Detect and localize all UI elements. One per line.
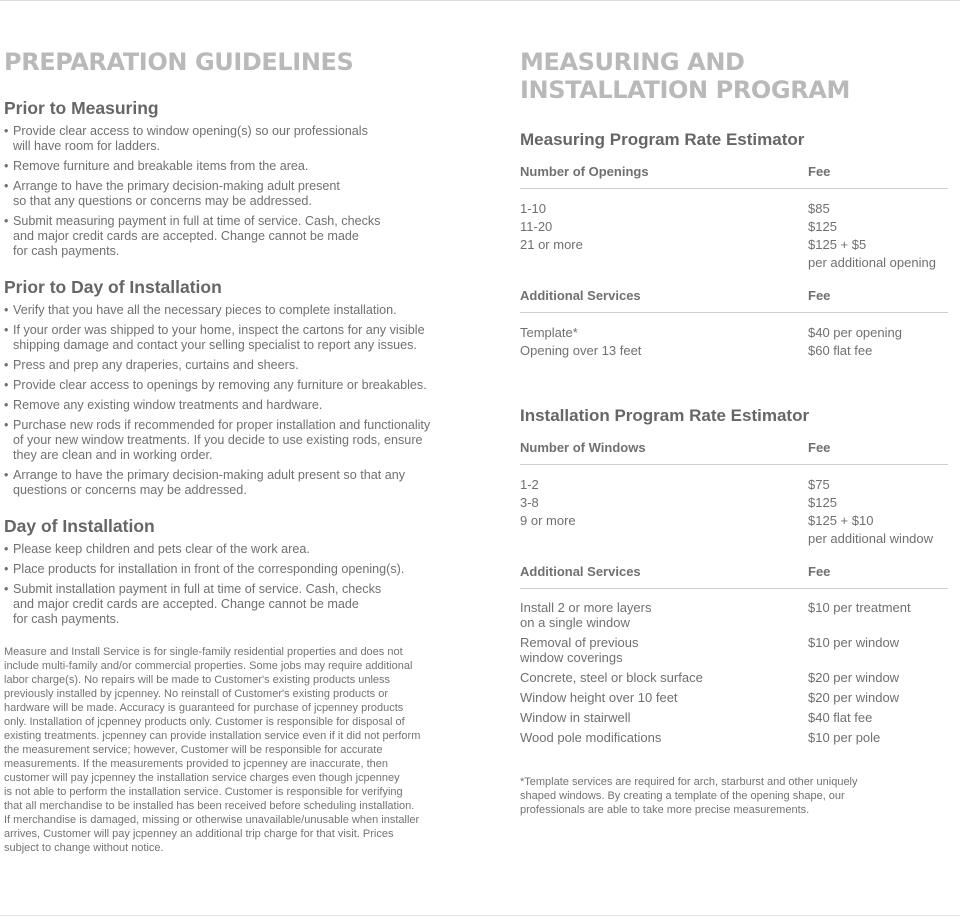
measuring-additional-services-table: [520, 288, 948, 360]
bullet-list: [4, 542, 484, 627]
row-fee: $75: [808, 477, 830, 492]
row-fee: $85: [808, 201, 830, 216]
row-label: Wood pole modifications: [520, 730, 662, 745]
row-label: 3-8: [520, 495, 539, 510]
row-label: Removal of previous window coverings: [520, 635, 639, 665]
list-item: • Provide clear access to openings by removing any furniture or breakables.: [4, 378, 484, 393]
preparation-guidelines-column: [4, 48, 484, 855]
row-label: 1-10: [520, 201, 547, 216]
row-label: Concrete, steel or block surface: [520, 670, 703, 685]
row-label: 1-2: [520, 477, 539, 492]
table-row: [520, 730, 948, 745]
table-row: [520, 218, 948, 236]
table-header: [520, 164, 948, 189]
row-label: 11-20: [520, 219, 553, 234]
list-item: • Verify that you have all the necessary pieces to complete installation.: [4, 303, 484, 318]
column-header-additional-services: Additional Services: [520, 288, 641, 303]
list-item: • Place products for installation in front of the corresponding opening(s).: [4, 562, 484, 577]
row-fee: $125 + $10 per additional window: [808, 513, 934, 546]
list-item: • Purchase new rods if recommended for proper installation and functionality of your new window treatments. If you decide to use existing rods, ensure they are clean and in working order.: [4, 418, 484, 463]
bottom-divider: [0, 915, 960, 916]
table-row: [520, 342, 948, 360]
column-header-openings: Number of Openings: [520, 164, 649, 179]
list-item: • Please keep children and pets clear of the work area.: [4, 542, 484, 557]
section-heading: Prior to Day of Installation: [4, 277, 222, 297]
table-row: [520, 710, 948, 725]
section-heading: Day of Installation: [4, 516, 155, 536]
preparation-guidelines-title: PREPARATION GUIDELINES: [4, 48, 354, 76]
table-row: [520, 494, 948, 512]
row-label: Window height over 10 feet: [520, 690, 678, 705]
table-row: [520, 690, 948, 705]
list-item: • Remove furniture and breakable items from the area.: [4, 159, 484, 174]
list-item: • Arrange to have the primary decision-making adult present so that any questions or concerns may be addressed.: [4, 179, 484, 209]
column-header-fee: Fee: [808, 288, 831, 303]
column-header-fee: Fee: [808, 440, 831, 455]
service-disclaimer: Measure and Install Service is for single-family residential properties and does not include multi-family and/or commercial properties. Some jobs may require additional labor charge(s). No repairs will be made to Customer's existing products unless previously installed by jcpenney. No reinstall of Customer's existing products or hardware will be made. Accuracy is guaranteed for purchase of jcpenney products only. Installation of jcpenney products only. Customer is responsible for disposal of existing treatments. jcpenney can provide installation service even if it did not perform the measurement service; however, Customer will be responsible for accurate measurements. If the measurements provided to jcpenney are inaccurate, then customer will pay jcpenney the installation service charges even though jcpenney is not able to perform the installation service. Customer is responsible for verifying that all merchandise to be installed has been received before scheduling installation. If merchandise is damaged, missing or otherwise unavailable/unusable when installer arrives, Customer will pay jcpenney an additional trip charge for that visit. Prices subject to change without notice.: [4, 646, 421, 854]
table-row: [520, 670, 948, 685]
row-fee: $10 per treatment: [808, 600, 911, 615]
table-row: [520, 324, 948, 342]
list-item: • Provide clear access to window opening(s) so our professionals will have room for ladders.: [4, 124, 484, 154]
bullet-list: [4, 124, 484, 259]
installation-rates-table: [520, 440, 948, 548]
measuring-rates-table: [520, 164, 948, 272]
installation-additional-services-table: [520, 564, 948, 745]
table-header: [520, 564, 948, 589]
row-label: Install 2 or more layers on a single window: [520, 600, 652, 630]
program-title: MEASURING AND INSTALLATION PROGRAM: [520, 48, 850, 104]
row-fee: $125 + $5 per additional opening: [808, 237, 936, 270]
list-item: • Submit measuring payment in full at time of service. Cash, checks and major credit cards are accepted. Change cannot be made for cash payments.: [4, 214, 484, 259]
measuring-installation-column: [520, 48, 948, 817]
top-divider: [0, 0, 960, 1]
list-item: • If your order was shipped to your home, inspect the cartons for any visible shipping damage and contact your selling specialist to report any issues.: [4, 323, 484, 353]
section-heading: Prior to Measuring: [4, 98, 159, 118]
row-fee: $40 per opening: [808, 325, 902, 340]
row-fee: $40 flat fee: [808, 710, 873, 725]
row-label: 9 or more: [520, 513, 576, 528]
column-header-fee: Fee: [808, 564, 831, 579]
measuring-estimator-heading: Measuring Program Rate Estimator: [520, 130, 805, 149]
section-day-of-installation: [4, 516, 484, 627]
table-row: [520, 600, 948, 630]
table-row: [520, 200, 948, 218]
section-prior-to-measuring: [4, 98, 484, 259]
row-fee: $10 per window: [808, 635, 900, 650]
column-header-windows: Number of Windows: [520, 440, 646, 455]
list-item: • Remove any existing window treatments and hardware.: [4, 398, 484, 413]
list-item: • Press and prep any draperies, curtains and sheers.: [4, 358, 484, 373]
row-label: Template*: [520, 325, 578, 340]
section-prior-to-installation: [4, 277, 484, 498]
installation-estimator-heading: Installation Program Rate Estimator: [520, 406, 810, 425]
template-footnote: *Template services are required for arch, starburst and other uniquely shaped windows. By creating a template of the opening shape, our professionals are able to take more precise measurements.: [520, 776, 858, 816]
row-fee: $20 per window: [808, 690, 900, 705]
row-fee: $20 per window: [808, 670, 900, 685]
table-row: [520, 476, 948, 494]
row-label: Opening over 13 feet: [520, 343, 642, 358]
row-label: Window in stairwell: [520, 710, 631, 725]
row-fee: $60 flat fee: [808, 343, 873, 358]
row-fee: $125: [808, 495, 837, 510]
row-fee: $125: [808, 219, 837, 234]
table-header: [520, 288, 948, 313]
table-row: [520, 635, 948, 665]
row-fee: $10 per pole: [808, 730, 881, 745]
table-header: [520, 440, 948, 465]
table-row: [520, 236, 948, 272]
list-item: • Arrange to have the primary decision-making adult present so that any questions or concerns may be addressed.: [4, 468, 484, 498]
bullet-list: [4, 303, 484, 498]
table-row: [520, 512, 948, 548]
list-item: • Submit installation payment in full at time of service. Cash, checks and major credit cards are accepted. Change cannot be made for cash payments.: [4, 582, 484, 627]
spacer: [520, 376, 948, 406]
column-header-additional-services: Additional Services: [520, 564, 641, 579]
row-label: 21 or more: [520, 237, 583, 252]
column-header-fee: Fee: [808, 164, 831, 179]
